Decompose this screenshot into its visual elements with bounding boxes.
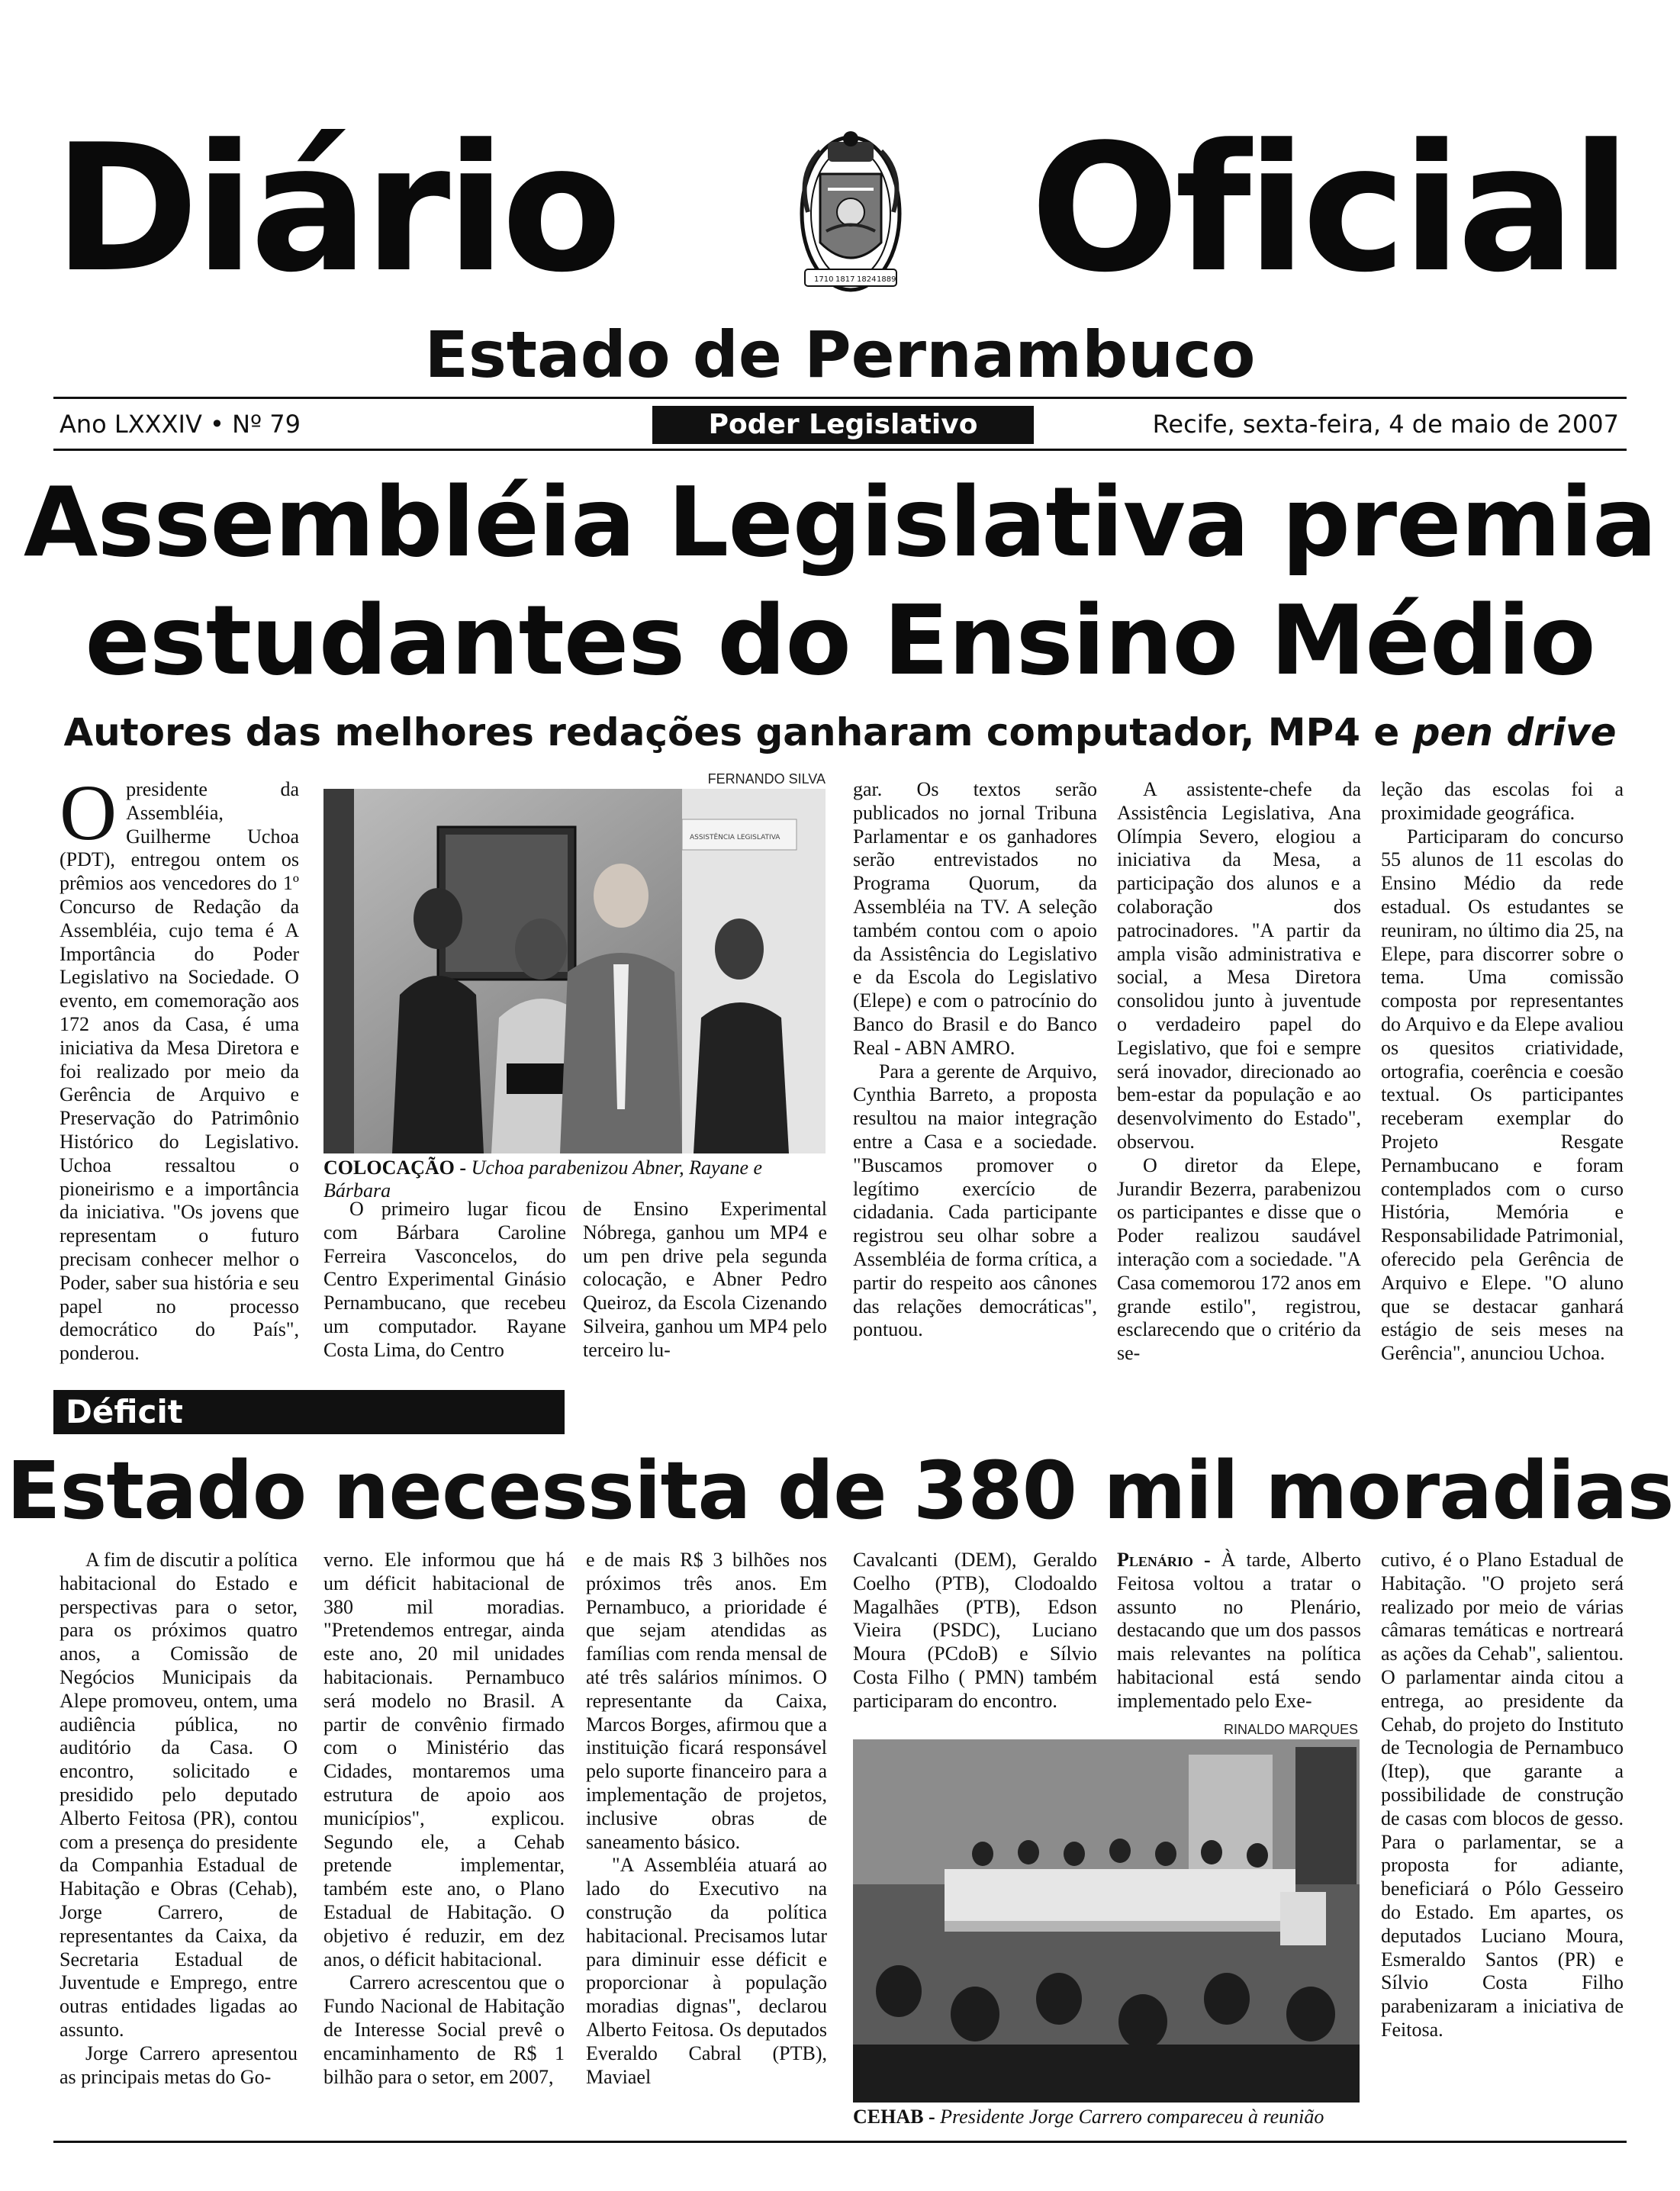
deck-text: Autores das melhores redações ganharam computador, MP4 e	[63, 710, 1413, 754]
article1-col2-text: O primeiro lugar ficou com Bárbara Caroline Ferreira Vasconcelos, do Centro Experimental Ginásio Pernambucano, que recebeu um computador. Rayane Costa Lima, do Centro	[323, 1198, 566, 1361]
article1-col3-text: de Ensino Experimental Nóbrega, ganhou um MP4 e um pen drive pela segunda colocação, e Abner Pedro Queiroz, da Escola Cizenando Silveira, ganhou um MP4 pelo terceiro lu-	[583, 1198, 827, 1361]
article-deck	[0, 708, 1680, 757]
divider	[53, 397, 1627, 399]
masthead-subtitle: Estado de Pernambuco	[424, 317, 1256, 392]
caption-2-text: Presidente Jorge Carrero compareceu à reunião	[940, 2106, 1324, 2128]
photo-caption-2	[853, 2106, 1364, 2128]
article2-column-3	[586, 1549, 827, 2089]
cehab-photo-image	[853, 1739, 1360, 2103]
article1-col4-p2: Para a gerente de Arquivo, Cynthia Barreto, a proposta resultou na maior integração entre a Casa e a sociedade. "Buscamos promover o legítimo exercício de cidadania. Cada participante registrou seu olhar sobre a Assembléia de forma crítica, a partir do respeito aos cânones das relações democráticas", pontuou.	[853, 1060, 1097, 1341]
article2-column-1	[60, 1549, 298, 2089]
article1-column-4	[853, 778, 1097, 1342]
article1-col6-p2: Participaram do concurso 55 alunos de 11 escolas do Ensino Médio da rede estadual. Os estudantes se reuniram, no último dia 25, na Elepe, para discorrer sobre o tema. Uma comissão composta por representantes do Arquivo e da Elepe avaliou os quesitos criatividade, ortografia, coerência e coesão textual. Os participantes receberam exemplar do Projeto Resgate Pernambucano e foram contemplados com o curso História, Memória e Responsabilidade Patrimonial, oferecido pela Gerência de Arquivo e Elepe. "O aluno que se destacar ganhará estágio de seis meses na Gerência", anunciou Uchoa.	[1381, 825, 1624, 1365]
headline-2: Estado necessita de 380 mil moradias	[6, 1444, 1674, 1537]
article1-column-6	[1381, 778, 1624, 1366]
caption-label: COLOCAÇÃO -	[323, 1157, 471, 1179]
article2-col3-p1: e de mais R$ 3 bilhões nos próximos três anos. Em Pernambuco, a prioridade é que sejam atendidas as famílias com renda mensal de até três salários mínimos. O representante da Caixa, Marcos Borges, afirmou que a instituição ficará responsável pelo suporte financeiro para a implementação de projetos, inclusive obras de saneamento básico.	[586, 1549, 827, 1853]
article2-column-5	[1117, 1549, 1361, 1713]
seal-year-4: 1889	[877, 275, 896, 284]
article2-col3-p2: "A Assembléia atuará ao lado do Executivo na construção da política habitacional. Precisamos lutar para diminuir esse déficit e proporcionar à população moradias dignas", declarou Alberto Feitosa. Os deputados Everaldo Cabral (PTB), Maviael	[586, 1854, 827, 2088]
article2-column-6	[1381, 1549, 1624, 2042]
cehab-photo	[853, 1739, 1360, 2103]
article2-col2-p2: Carrero acrescentou que o Fundo Nacional de Habitação de Interesse Social prevê o encaminhamento de R$ 1 bilhão para o setor, em 2007,	[323, 1971, 565, 2088]
article2-col4-p1: Cavalcanti (DEM), Geraldo Coelho (PTB), Clodoaldo Magalhães (PTB), Edson Vieira (PSDC), Luciano Moura (PCdoB) e Sílvio Costa Filho ( PMN) também participaram do encontro.	[853, 1549, 1097, 1712]
award-photo-image	[323, 789, 826, 1153]
headline-line-2: estudantes do Ensino Médio	[85, 584, 1595, 697]
caption-2-label: CEHAB -	[853, 2106, 941, 2128]
article1-col1-text: presidente da Assembléia, Guilherme Uchoa (PDT), entregou ontem os prêmios aos vencedores do 1º Concurso de Redação da Assembléia, cujo tema é A Importância do Poder Legislativo na Sociedade. O evento, em comemoração aos 172 anos da Casa, é uma iniciativa da Mesa Diretora e foi realizado por meio da Gerência de Arquivo e Preservação do Patrimônio Histórico do Legislativo. Uchoa ressaltou o pioneirismo e a importância da iniciativa. "Os jovens que representam o futuro precisam conhecer melhor o Poder, saber sua história e seu papel no processo democrático do País", ponderou.	[60, 778, 299, 1365]
deck-italic: pen drive	[1412, 710, 1617, 754]
drop-cap: O	[60, 769, 117, 857]
article1-col4-p1: gar. Os textos serão publicados no jornal Tribuna Parlamentar e os ganhadores serão entrevistados no Programa Quorum, da Assembléia na TV. A seleção também contou com o apoio da Assistência do Legislativo e da Escola do Legislativo (Elepe) e com o patrocínio do Banco do Brasil e do Banco Real - ABN AMRO.	[853, 778, 1097, 1059]
pernambuco-seal-icon	[797, 128, 904, 301]
article1-column-3	[583, 1198, 827, 1363]
seal-year-2: 1817	[835, 275, 855, 284]
divider	[53, 2141, 1627, 2143]
photo-credit: FERNANDO SILVA	[707, 771, 826, 787]
article2-column-2	[323, 1549, 565, 2089]
seal-year-3: 1824	[857, 275, 877, 284]
masthead	[53, 108, 1627, 320]
award-photo	[323, 789, 826, 1153]
article2-col2-p1: verno. Ele informou que há um déficit habitacional de 380 mil moradias. "Pretendemos entregar, ainda este ano, 20 mil unidades habitacionais. Pernambuco será modelo no Brasil. A partir de convênio firmado com o Ministério das Cidades, montaremos uma estrutura de apoio aos municípios", explicou. Segundo ele, a Cehab pretende implementar, também este ano, o Plano Estadual de Habitação. O objetivo é reduzir, em dez anos, o déficit habitacional.	[323, 1549, 565, 1971]
divider	[53, 449, 1627, 451]
article2-column-4	[853, 1549, 1097, 1713]
issue-date: Recife, sexta-feira, 4 de maio de 2007	[1152, 410, 1619, 439]
article1-column-2	[323, 1198, 566, 1363]
article2-col5-p1: À tarde, Alberto Feitosa voltou a tratar o assunto no Plenário, destacando que um dos passos mais relevantes na política habitacional está sendo implementado pelo Exe-	[1117, 1549, 1361, 1712]
masthead-title-right: Oficial	[1030, 108, 1627, 311]
article1-column-5	[1117, 778, 1361, 1366]
plenario-lead: Plenário -	[1117, 1549, 1221, 1571]
edition-number: Ano LXXXIV • Nº 79	[60, 410, 301, 439]
article1-column-1	[60, 769, 299, 1366]
article1-col5-p1: A assistente-chefe da Assistência Legislativa, Ana Olímpia Severo, elogiou a iniciativa da Mesa, a participação dos alunos e a colaboração dos patrocinadores. "A partir da ampla visão administrativa e social, a Mesa Diretora consolidou junto à juventude o verdadeiro papel do Legislativo, que foi e sempre será inovador, direcionado ao bem-estar da população e ao desenvolvimento do Estado", observou.	[1117, 778, 1361, 1153]
caption-text: Uchoa parabenizou Abner, Rayane e Bárbara	[323, 1157, 763, 1202]
photo-credit-2: RINALDO MARQUES	[1223, 1722, 1358, 1737]
article2-col6-p1: cutivo, é o Plano Estadual de Habitação. "O projeto será realizado por meio de várias câmaras temáticas e nortreará as ações da Cehab", salientou. O parlamentar ainda citou a entrega, ao presidente da Cehab, do projeto do Instituto de Tecnologia de Pernambuco (Itep), que garante a possibilidade de construção de casas com blocos de gesso. Para o parlamentar, se a proposta for adiante, beneficiará o Pólo Gesseiro do Estado. Em apartes, os deputados Luciano Moura, Esmeraldo Santos (PR) e Sílvio Costa Filho parabenizaram a iniciativa de Feitosa.	[1381, 1549, 1624, 2041]
masthead-title-left: Diário	[53, 108, 618, 311]
article1-col6-p1: leção das escolas foi a proximidade geográfica.	[1381, 778, 1624, 824]
article1-col5-p2: O diretor da Elepe, Jurandir Bezerra, parabenizou os participantes e disse que o Poder realizou saudável interação com a sociedade. "A Casa comemorou 172 anos em grande estilo", registrou, esclarecendo que o critério da se-	[1117, 1153, 1361, 1365]
photo-sign-text: ASSISTÊNCIA LEGISLATIVA	[690, 834, 780, 841]
article2-col1-p1: A fim de discutir a política habitacional do Estado e perspectivas para o setor, para os próximos quatro anos, a Comissão de Negócios Municipais da Alepe promoveu, ontem, uma audiência pública, no auditório da Casa. O encontro, solicitado e presidido pelo deputado Alberto Feitosa (PR), contou com a presença do presidente da Companhia Estadual de Habitação e Obras (Cehab), Jorge Carrero, de representantes da Caixa, da Secretaria Estadual de Juventude e Emprego, entre outras entidades ligadas ao assunto.	[60, 1549, 298, 2041]
seal-year-1: 1710	[814, 275, 834, 284]
photo-caption	[323, 1157, 827, 1202]
article2-col1-p2: Jorge Carrero apresentou as principais metas do Go-	[60, 2041, 298, 2088]
section-label: Poder Legislativo	[652, 406, 1034, 444]
headline-line-1: Assembléia Legislativa premia	[23, 466, 1657, 578]
section-tag-deficit: Déficit	[53, 1390, 565, 1434]
